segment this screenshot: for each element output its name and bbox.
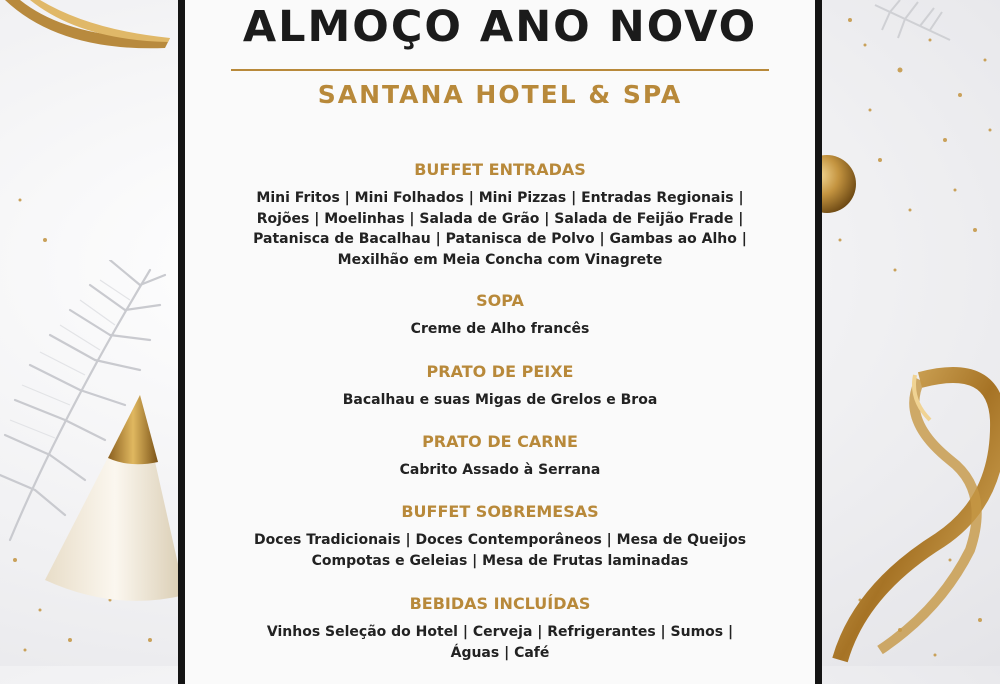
section-heading: SOPA — [476, 291, 524, 310]
menu-line: Mexilhão em Meia Concha com Vinagrete — [337, 251, 663, 268]
section-heading: PRATO DE PEIXE — [426, 362, 574, 381]
menu-line: Cabrito Assado à Serrana — [399, 462, 601, 478]
gold-ribbon-spiral-right — [820, 360, 1000, 666]
section-heading: PRATO DE CARNE — [422, 432, 578, 451]
section-buffet-entradas — [185, 160, 815, 270]
menu-card — [178, 0, 822, 684]
menu-line: Bacalhau e suas Migas de Grelos e Broa — [342, 392, 658, 408]
section-heading: BEBIDAS INCLUÍDAS — [409, 594, 591, 613]
menu-line: Águas | Café — [450, 644, 550, 661]
gold-cone-ornament — [40, 390, 190, 605]
section-bebidas-incluidas — [185, 594, 815, 663]
page-title: ALMOÇO ANO NOVO — [242, 2, 758, 52]
section-heading: BUFFET SOBREMESAS — [401, 502, 599, 521]
title-divider — [231, 69, 769, 71]
menu-line: Compotas e Geleias | Mesa de Frutas laminadas — [311, 552, 689, 569]
menu-line: Doces Tradicionais | Doces Contemporâneos | Mesa de Queijos — [253, 532, 747, 548]
silver-pine-sprig-top-right — [870, 0, 960, 45]
section-sopa — [185, 291, 815, 340]
section-buffet-sobremesas — [185, 502, 815, 571]
section-prato-de-carne — [185, 432, 815, 481]
menu-line: Creme de Alho francês — [410, 321, 590, 337]
section-prato-de-peixe — [185, 362, 815, 411]
menu-line: Mini Fritos | Mini Folhados | Mini Pizzas | Entradas Regionais | — [256, 190, 744, 206]
section-heading: BUFFET ENTRADAS — [414, 160, 586, 179]
menu-line: Rojões | Moelinhas | Salada de Grão | Salada de Feijão Frade | — [256, 210, 744, 227]
menu-line: Patanisca de Bacalhau | Patanisca de Polvo | Gambas ao Alho | — [253, 231, 747, 247]
menu-line: Vinhos Seleção do Hotel | Cerveja | Refrigerantes | Sumos | — [266, 624, 734, 640]
gold-ribbon-top-left — [0, 0, 180, 60]
hotel-name: SANTANA HOTEL & SPA — [317, 80, 683, 109]
